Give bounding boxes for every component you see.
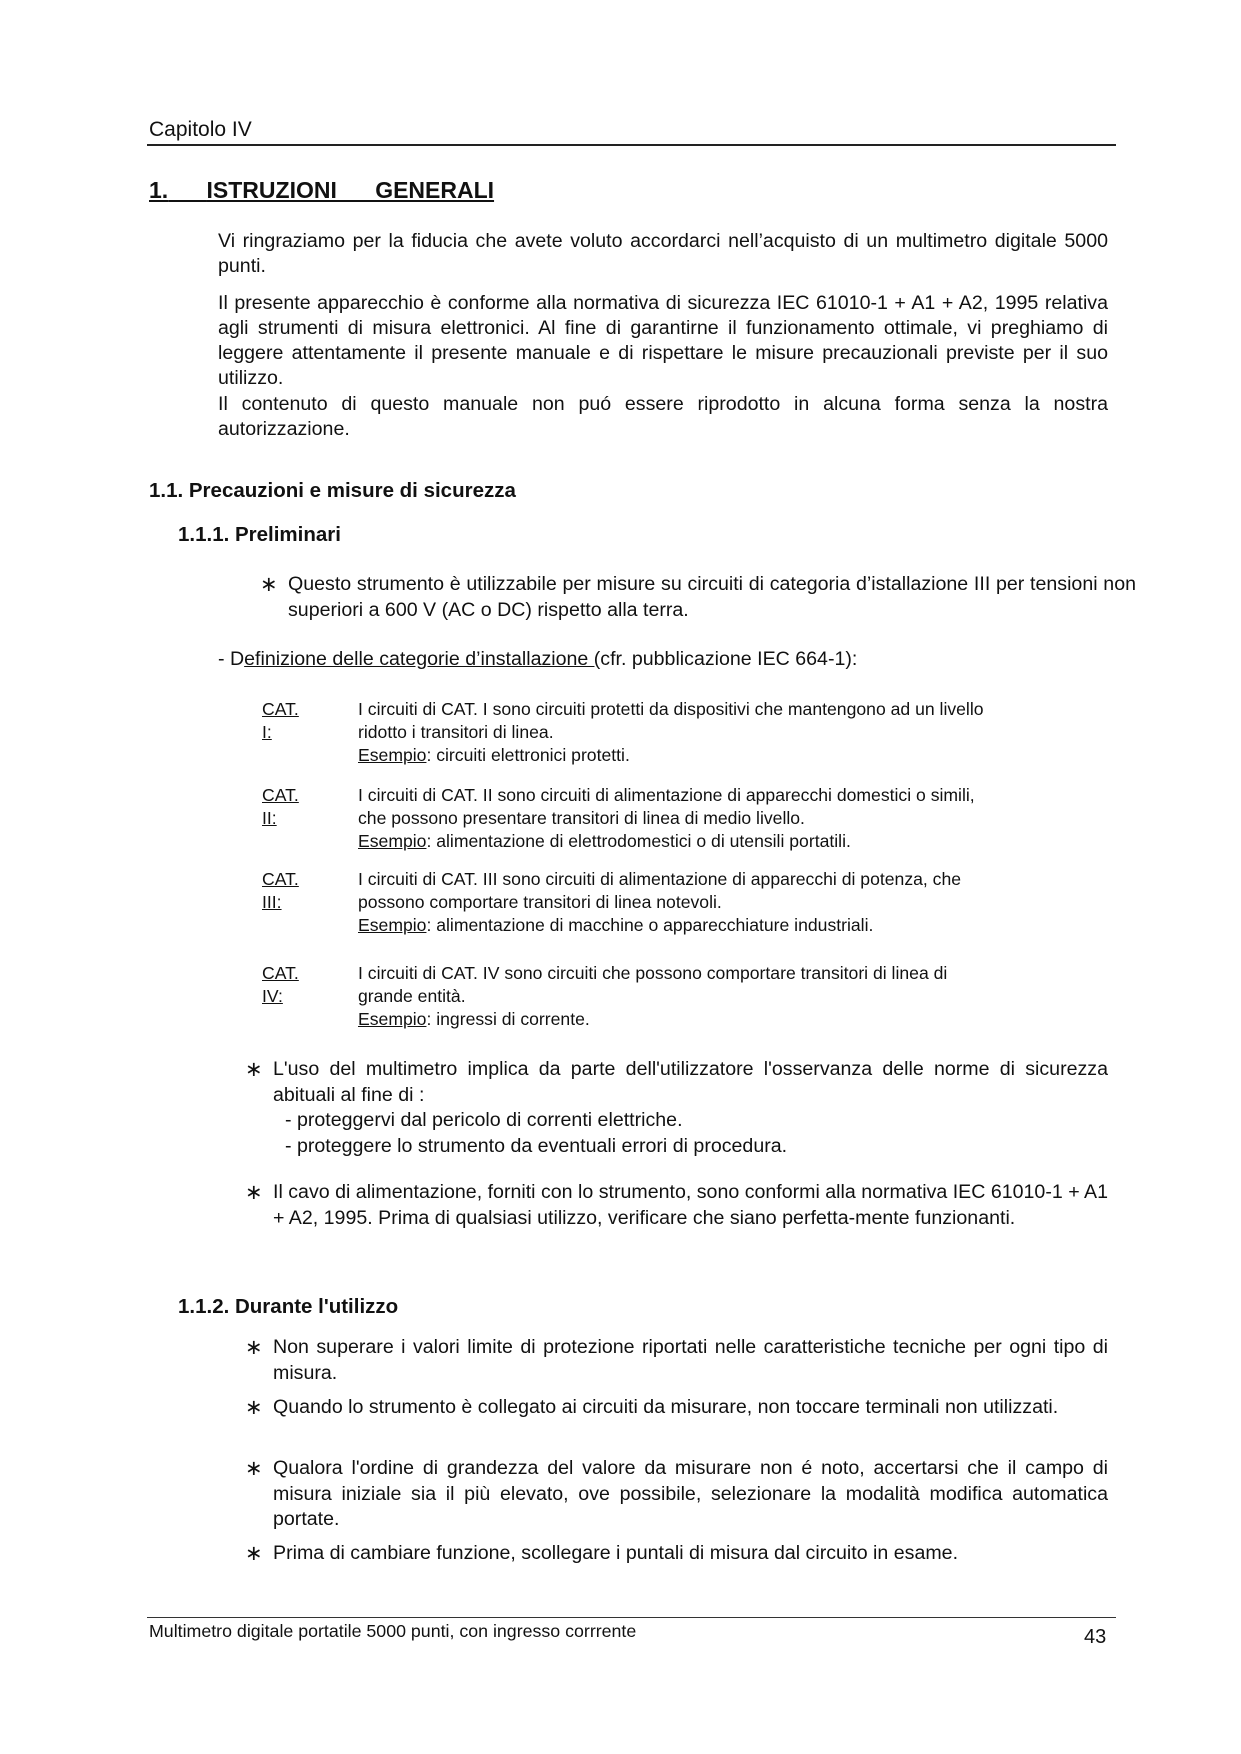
category-body <box>358 868 1098 937</box>
chapter-header: Capitolo IV <box>149 118 252 141</box>
category-label: CAT. IV: <box>262 963 299 1006</box>
section-title <box>149 177 494 204</box>
asterisk-bullet-icon: ∗ <box>245 1457 263 1480</box>
category-example <box>358 744 1098 767</box>
category-label: CAT. I: <box>262 699 299 742</box>
bullet-text: Non superare i valori limite di protezione riportati nelle caratteristiche tecniche per ogni tipo di misura. <box>273 1336 1108 1384</box>
example-label: Esempio <box>358 1009 427 1029</box>
page-number: 43 <box>1084 1626 1107 1648</box>
bullet-text: Questo strumento è utilizzabile per misure su circuiti di categoria d’istallazione III per tensioni non superiori a 600 V (AC o DC) rispetto alla terra. <box>288 573 1136 621</box>
bullet-text: Il cavo di alimentazione, forniti con lo strumento, sono conformi alla normativa IEC 61010-1 + A1 + A2, 1995. Prima di qualsiasi utilizzo, verificare che siano perfetta-mente funzionanti. <box>273 1181 1108 1229</box>
heading-1-1-2: 1.1.2. Durante l'utilizzo <box>178 1295 399 1318</box>
example-text: : alimentazione di elettrodomestici o di utensili portatili. <box>426 831 851 851</box>
category-label: CAT. II: <box>262 785 299 828</box>
intro-paragraph-3: Il contenuto di questo manuale non puó essere riprodotto in alcuna forma senza la nostra autorizzazione. <box>218 393 1108 440</box>
category-example <box>358 830 1098 853</box>
utilizzo-bullet <box>245 1395 1108 1421</box>
asterisk-bullet-icon: ∗ <box>245 1058 263 1081</box>
asterisk-bullet-icon: ∗ <box>260 573 278 596</box>
example-text: : ingressi di corrente. <box>426 1009 590 1029</box>
example-label: Esempio <box>358 745 427 765</box>
asterisk-bullet-icon: ∗ <box>245 1181 263 1204</box>
category-line: I circuiti di CAT. I sono circuiti protetti da dispositivi che mantengono ad un livello <box>358 699 984 719</box>
example-label: Esempio <box>358 831 427 851</box>
category-body <box>358 698 1098 767</box>
category-label: CAT. III: <box>262 869 299 912</box>
bullet-text: L'uso del multimetro implica da parte dell'utilizzatore l'osservanza delle norme di sicurezza abituali al fine di : <box>273 1058 1108 1106</box>
intro-paragraph-1: Vi ringraziamo per la fiducia che avete voluto accordarci nell’acquisto di un multimetro digitale 5000 punti. <box>218 230 1108 277</box>
category-line: ridotto i transitori di linea. <box>358 722 554 742</box>
preliminari-bullet-2 <box>245 1057 1108 1159</box>
heading-1-1-1: 1.1.1. Preliminari <box>178 523 341 546</box>
heading-1-1: 1.1. Precauzioni e misure di sicurezza <box>149 479 516 502</box>
example-text: : circuiti elettronici protetti. <box>426 745 630 765</box>
category-example <box>358 1008 1098 1031</box>
bullet-subitem: - proteggere lo strumento da eventuali errori di procedura. <box>285 1134 788 1157</box>
preliminari-bullet-1 <box>260 572 1136 623</box>
utilizzo-bullet <box>245 1456 1108 1533</box>
asterisk-bullet-icon: ∗ <box>245 1396 263 1419</box>
category-line: possono comportare transitori di linea notevoli. <box>358 892 722 912</box>
example-text: : alimentazione di macchine o apparecchiature industriali. <box>426 915 874 935</box>
footer-rule <box>147 1617 1116 1618</box>
footer-text: Multimetro digitale portatile 5000 punti, con ingresso corrrente <box>149 1621 637 1641</box>
category-line: I circuiti di CAT. III sono circuiti di alimentazione di apparecchi di potenza, che <box>358 869 962 889</box>
category-line: I circuiti di CAT. II sono circuiti di alimentazione di apparecchi domestici o simili, <box>358 785 975 805</box>
category-line: che possono presentare transitori di linea di medio livello. <box>358 808 805 828</box>
category-line: I circuiti di CAT. IV sono circuiti che possono comportare transitori di linea di <box>358 963 948 983</box>
utilizzo-bullet <box>245 1335 1108 1386</box>
definition-underlined: efinizione delle categorie d’installazione ( <box>244 648 601 670</box>
definition-suffix: cfr. pubblicazione IEC 664-1): <box>600 648 858 670</box>
section-title-text: ISTRUZIONI GENERALI <box>206 177 495 203</box>
bullet-text: Quando lo strumento è collegato ai circuiti da misurare, non toccare terminali non utilizzati. <box>273 1396 1059 1418</box>
bullet-subitem: - proteggervi dal pericolo di correnti elettriche. <box>285 1109 683 1131</box>
header-rule <box>147 144 1116 146</box>
bullet-text: Prima di cambiare funzione, scollegare i puntali di misura dal circuito in esame. <box>273 1542 959 1564</box>
category-body <box>358 784 1098 853</box>
category-line: grande entità. <box>358 986 466 1006</box>
category-definition-line <box>218 648 857 671</box>
intro-paragraph-2: Il presente apparecchio è conforme alla normativa di sicurezza IEC 61010-1 + A1 + A2, 1995 relativa agli strumenti di misura elettronici. Al fine di garantirne il funzionamento ottimale, vi preghiamo di leggere attentamente il presente manuale e di rispettare le misure precauzionali previste per il suo utilizzo. <box>218 292 1108 389</box>
utilizzo-bullet <box>245 1541 1108 1567</box>
asterisk-bullet-icon: ∗ <box>245 1336 263 1359</box>
definition-prefix: - D <box>218 648 245 670</box>
section-number: 1. <box>149 177 169 203</box>
example-label: Esempio <box>358 915 427 935</box>
bullet-text: Qualora l'ordine di grandezza del valore da misurare non é noto, accertarsi che il campo di misura iniziale sia il più elevato, ove possibile, selezionare la modalità modifica automatica portate. <box>273 1457 1108 1530</box>
asterisk-bullet-icon: ∗ <box>245 1542 263 1565</box>
category-body <box>358 962 1098 1031</box>
category-example <box>358 914 1098 937</box>
preliminari-bullet-3 <box>245 1180 1108 1231</box>
